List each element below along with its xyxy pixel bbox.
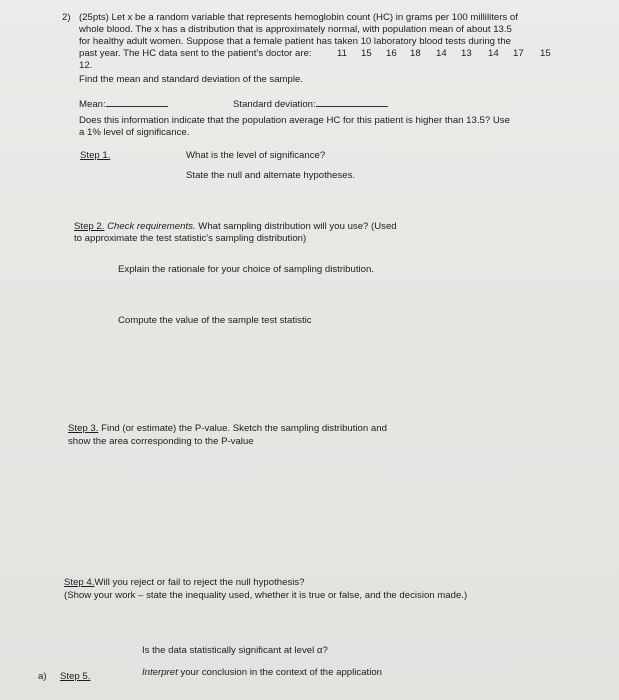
data-value: 15 (361, 48, 372, 59)
step4-line-1 (64, 577, 305, 589)
step5-question-1: Is the data statistically significant at level α? (142, 645, 328, 656)
mean-answer (79, 97, 168, 111)
step1-label: Step 1. (80, 150, 111, 161)
step2-title: Check requirements. (107, 221, 196, 232)
step2-line-1 (74, 221, 397, 233)
problem-line-5: 12. (79, 60, 93, 71)
question-line-2: a 1% level of significance. (79, 127, 190, 138)
step3-line-1 (68, 423, 387, 435)
step1-question-1: What is the level of significance? (186, 150, 326, 161)
data-value: 14 (436, 48, 447, 59)
step5-label: Step 5. (60, 671, 91, 682)
problem-line-4: past year. The HC data sent to the patient's doctor are: (79, 48, 312, 59)
data-value: 14 (488, 48, 499, 59)
data-value: 11 (337, 48, 347, 59)
step3-line-2: show the area corresponding to the P-value (68, 436, 254, 447)
mean-blank[interactable] (106, 97, 168, 107)
step2-line-2: to approximate the test statistic's sampling distribution) (74, 233, 307, 244)
std-answer (233, 97, 388, 111)
data-value: 15 (540, 48, 551, 59)
mean-label: Mean: (79, 99, 106, 110)
step2-label: Step 2. (74, 221, 105, 232)
problem-line-3: for healthy adult women. Suppose that a female patient has taken 10 laboratory blood tests during the (79, 36, 511, 47)
step1-question-2: State the null and alternate hypotheses. (186, 170, 356, 181)
question-line-1: Does this information indicate that the population average HC for this patient is higher than 13.5? Use (79, 115, 510, 126)
data-value: 16 (386, 48, 397, 59)
problem-text-1: Let x be a random variable that represents hemoglobin count (HC) in grams per 100 milliliters of (111, 12, 518, 23)
step2-question-2: Compute the value of the sample test statistic (118, 315, 312, 326)
step2-text: What sampling distribution will you use? (Used (198, 221, 397, 232)
step4-label: Step 4. (64, 577, 95, 588)
data-value: 18 (410, 48, 421, 59)
data-value: 13 (461, 48, 472, 59)
step5-question-2 (142, 667, 382, 679)
step4-text-1: Will you reject or fail to reject the null hypothesis? (94, 577, 305, 588)
step5-prefix: a) (38, 671, 47, 682)
problem-line-2: whole blood. The x has a distribution that is approximately normal, with population mean of about 13.5 (79, 24, 512, 35)
step5-question-2-text: your conclusion in the context of the application (180, 667, 383, 678)
step5-interpret: Interpret (142, 667, 178, 678)
std-label: Standard deviation: (233, 99, 316, 110)
step3-label: Step 3. (68, 423, 99, 434)
problem-number: 2) (62, 12, 71, 23)
step2-question-1: Explain the rationale for your choice of sampling distribution. (118, 264, 374, 275)
std-blank[interactable] (316, 97, 388, 107)
problem-points: (25pts) (79, 12, 109, 23)
step3-text-1: Find (or estimate) the P-value. Sketch the sampling distribution and (101, 423, 387, 434)
data-value: 17 (513, 48, 524, 59)
problem-instruction: Find the mean and standard deviation of the sample. (79, 74, 303, 85)
problem-line-1 (79, 12, 518, 24)
step4-line-2: (Show your work – state the inequality used, whether it is true or false, and the decision made.) (64, 590, 468, 601)
